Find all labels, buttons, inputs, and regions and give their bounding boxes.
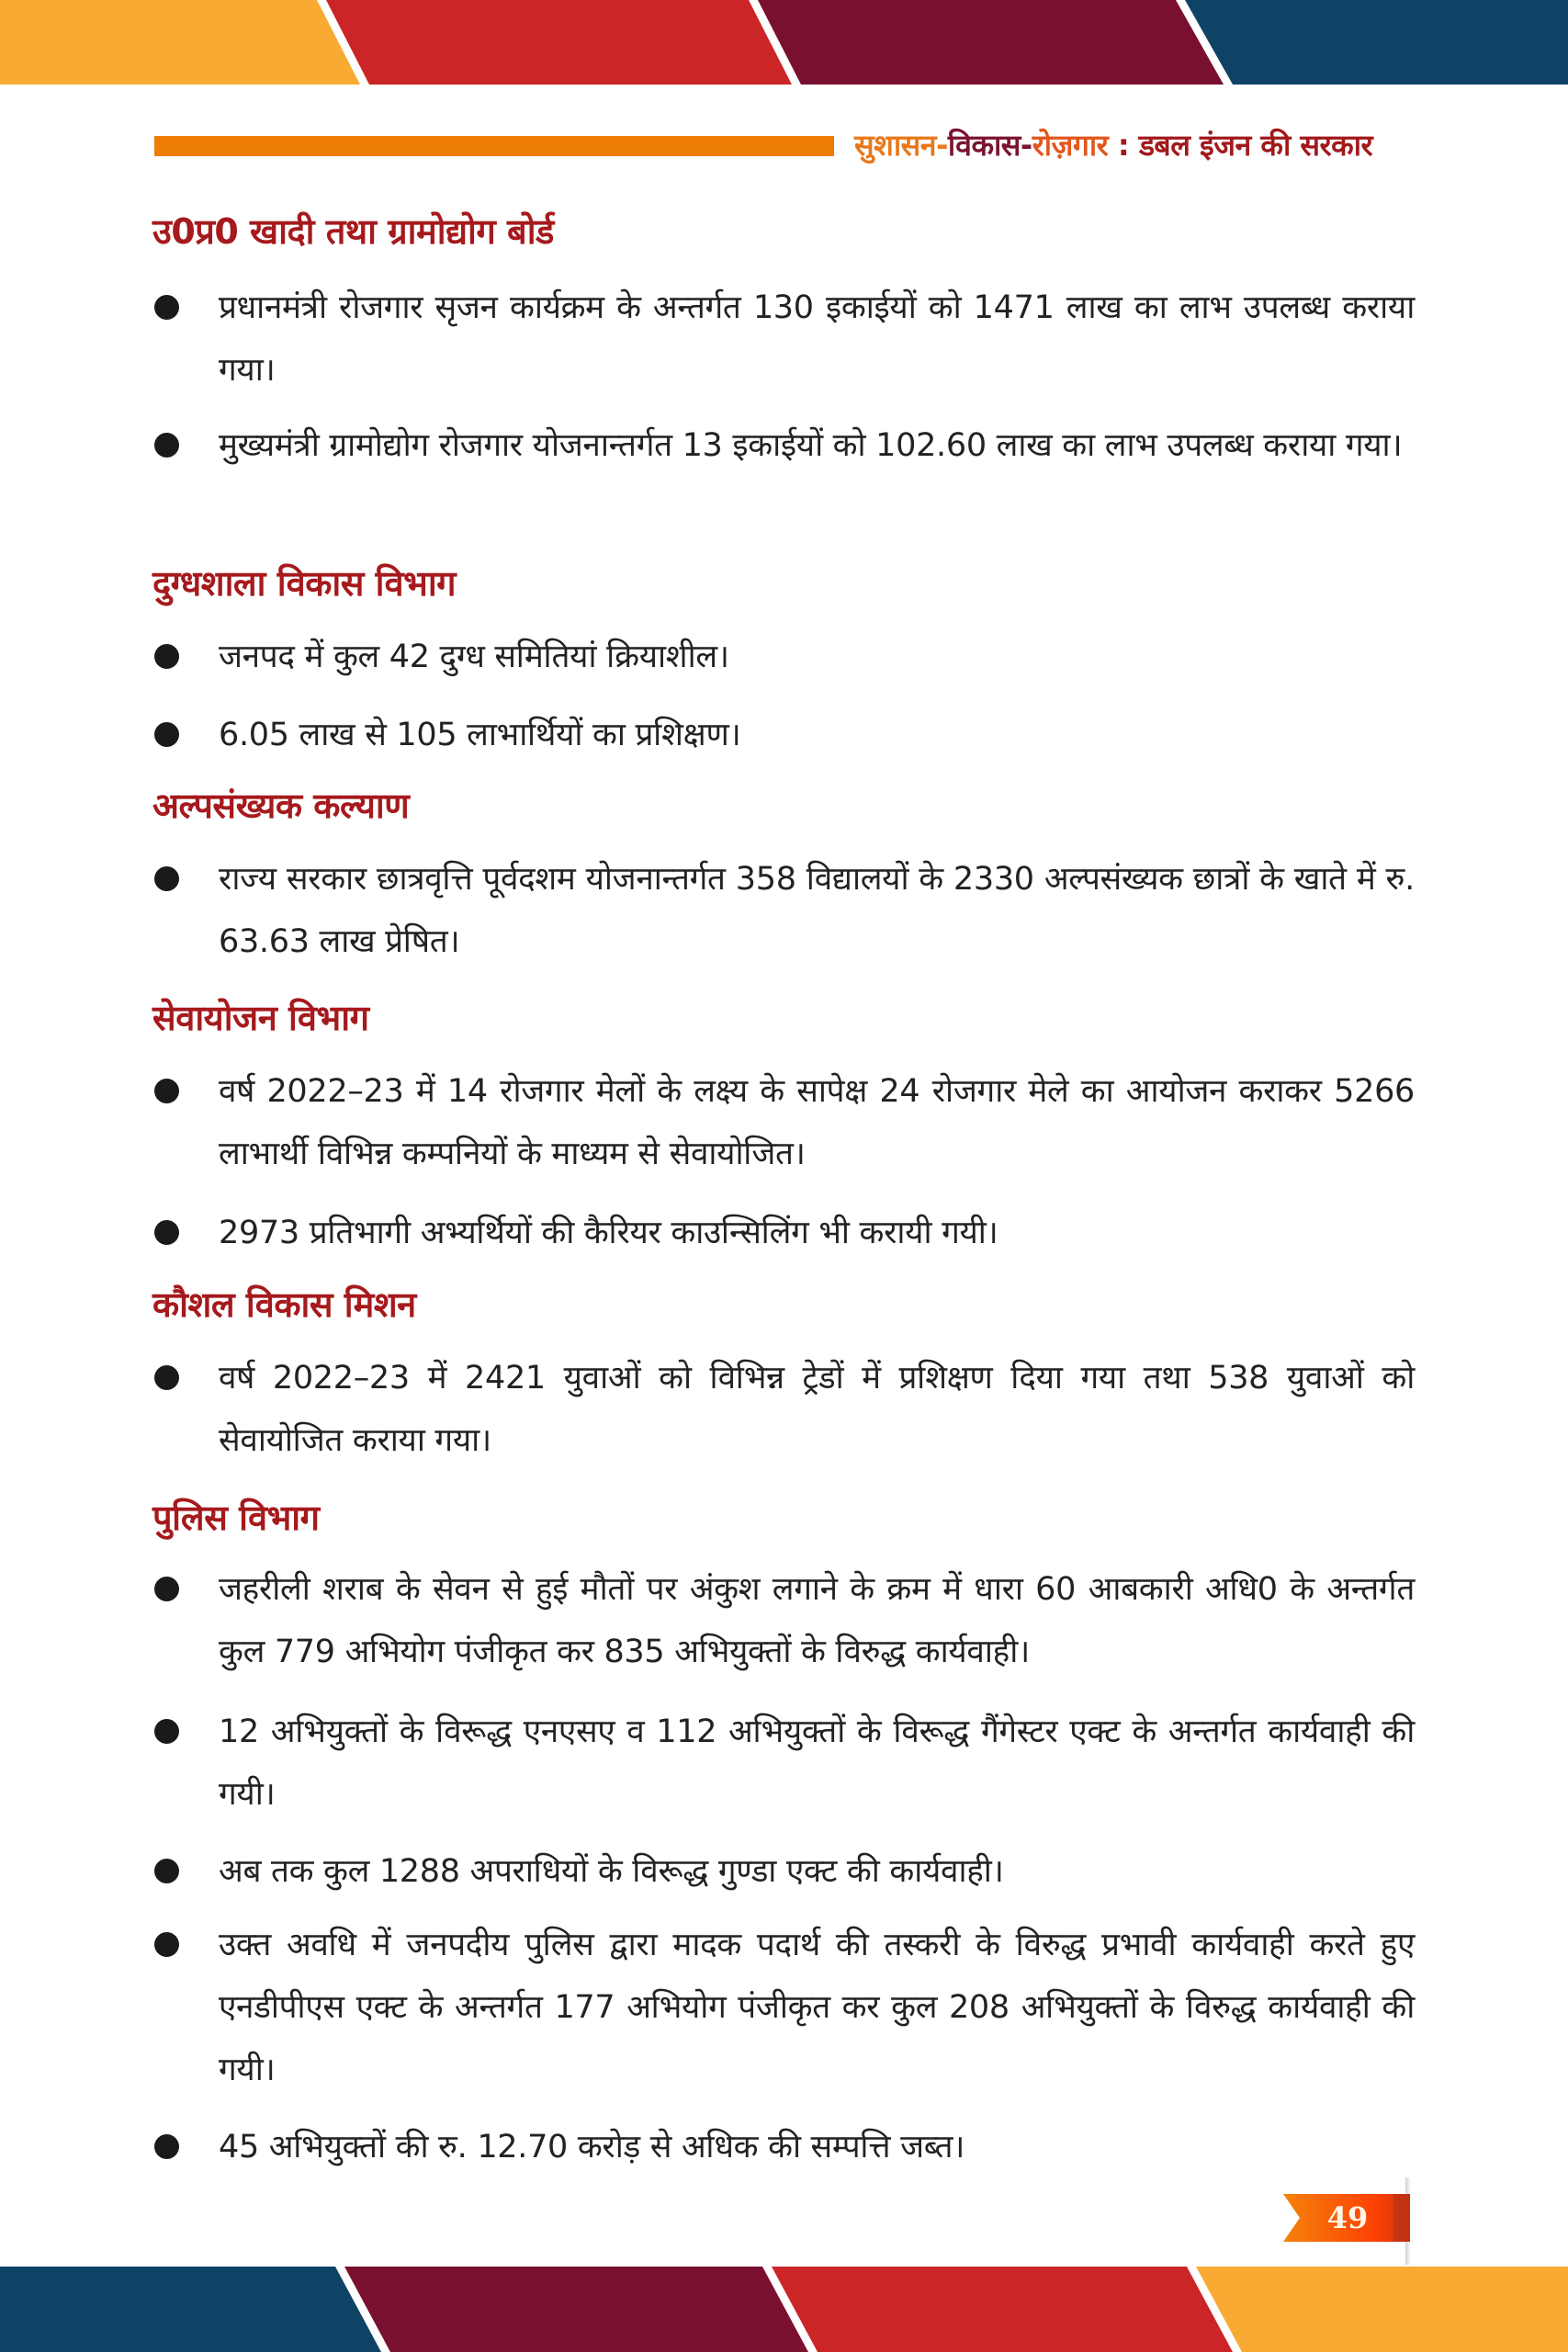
section-heading-police: पुलिस विभाग: [152, 1498, 320, 1538]
running-head-part-1: सुशासन-: [854, 128, 948, 163]
running-head-bar: [154, 136, 834, 156]
bottom-band-maroon: [344, 2267, 808, 2352]
page-number-badge: [1283, 2194, 1410, 2242]
running-head-title: [854, 123, 1372, 167]
section-heading-khadi: उ0प्र0 खादी तथा ग्रामोद्योग बोर्ड: [152, 211, 554, 252]
bullet-icon: [154, 722, 179, 747]
list-item-text: वर्ष 2022–23 में 2421 युवाओं को विभिन्न ट्रेडों में प्रशिक्षण दिया गया तथा 538 युवाओं को सेवायोजित कराया गया।: [219, 1360, 1415, 1459]
running-head-part-4: : डबल इंजन की सरकार: [1108, 128, 1373, 163]
top-color-band: [0, 0, 1568, 85]
section-heading-employment: सेवायोजन विभाग: [152, 998, 369, 1038]
top-band-graphic: [0, 0, 1568, 85]
section-heading-dairy: दुग्धशाला विकास विभाग: [152, 563, 457, 604]
list-item-text: वर्ष 2022–23 में 14 रोजगार मेलों के लक्ष्य के सापेक्ष 24 रोजगार मेले का आयोजन कराकर 5266 लाभार्थी विभिन्न कम्पनियों के माध्यम से सेवायोजित।: [219, 1073, 1415, 1172]
bottom-band-red: [772, 2267, 1233, 2352]
bullet-icon: [154, 1577, 179, 1601]
top-band-maroon: [758, 0, 1224, 85]
bottom-band-yellow: [1196, 2267, 1568, 2352]
bullet-icon: [154, 295, 179, 320]
list-item-text: मुख्यमंत्री ग्रामोद्योग रोजगार योजनान्तर्गत 13 इकाईयों को 102.60 लाख का लाभ उपलब्ध कराया गया।: [219, 427, 1403, 464]
bullet-icon: [154, 433, 179, 458]
bullet-icon: [154, 1365, 179, 1390]
bottom-color-band: [0, 2267, 1568, 2352]
list-item-text: 2973 प्रतिभागी अभ्यर्थियों की कैरियर काउन्सिलिंग भी करायी गयी।: [219, 1215, 998, 1251]
bottom-band-navy: [0, 2267, 381, 2352]
list-item-text: जनपद में कुल 42 दुग्ध समितियां क्रियाशील।: [219, 639, 729, 675]
list-item-text: अब तक कुल 1288 अपराधियों के विरूद्ध गुण्डा एक्ट की कार्यवाही।: [219, 1853, 1004, 1890]
top-band-yellow: [0, 0, 360, 85]
list-item-text: 45 अभियुक्तों की रु. 12.70 करोड़ से अधिक की सम्पत्ति जब्त।: [219, 2129, 965, 2165]
page-number: 49: [1326, 2200, 1369, 2235]
bullet-icon: [154, 1079, 179, 1103]
list-item-text: 6.05 लाख से 105 लाभार्थियों का प्रशिक्षण।: [219, 717, 741, 753]
bullet-icon: [154, 1220, 179, 1245]
section-heading-skill: कौशल विकास मिशन: [152, 1284, 416, 1325]
list-item-text: 12 अभियुक्तों के विरूद्ध एनएसए व 112 अभियुक्तों के विरूद्ध गैंगेस्टर एक्ट के अन्तर्गत कार्यवाही की गयी।: [219, 1713, 1415, 1813]
list-item-text: प्रधानमंत्री रोजगार सृजन कार्यक्रम के अन्तर्गत 130 इकाईयों को 1471 लाख का लाभ उपलब्ध कराया गया।: [219, 289, 1415, 389]
bullet-icon: [154, 1932, 179, 1957]
bullet-icon: [154, 1859, 179, 1883]
bullet-icon: [154, 644, 179, 669]
bullet-icon: [154, 1719, 179, 1744]
bottom-band-graphic: [0, 2267, 1568, 2352]
section-heading-minority: अल्पसंख्यक कल्याण: [152, 786, 410, 826]
bullet-icon: [154, 2134, 179, 2159]
list-item-text: जहरीली शराब के सेवन से हुई मौतों पर अंकुश लगाने के क्रम में धारा 60 आबकारी अधि0 के अन्तर्गत कुल 779 अभियोग पंजीकृत कर 835 अभियुक्तों के विरुद्ध कार्यवाही।: [219, 1571, 1415, 1670]
running-head-part-3: रोज़गार: [1032, 128, 1109, 163]
list-item-text: उक्त अवधि में जनपदीय पुलिस द्वारा मादक पदार्थ की तस्करी के विरुद्ध प्रभावी कार्यवाही करते हुए एनडीपीएस एक्ट के अन्तर्गत 177 अभियोग पंजीकृत कर कुल 208 अभियुक्तों के विरुद्ध कार्यवाही की गयी।: [219, 1927, 1415, 2088]
top-band-red: [326, 0, 792, 85]
list-item-text: राज्य सरकार छात्रवृत्ति पूर्वदशम योजनान्तर्गत 358 विद्यालयों के 2330 अल्पसंख्यक छात्रों के खाते में रु. 63.63 लाख प्रेषित।: [219, 861, 1415, 960]
running-head-part-2: विकास-: [947, 128, 1032, 163]
bullet-icon: [154, 866, 179, 891]
top-band-navy: [1185, 0, 1568, 85]
